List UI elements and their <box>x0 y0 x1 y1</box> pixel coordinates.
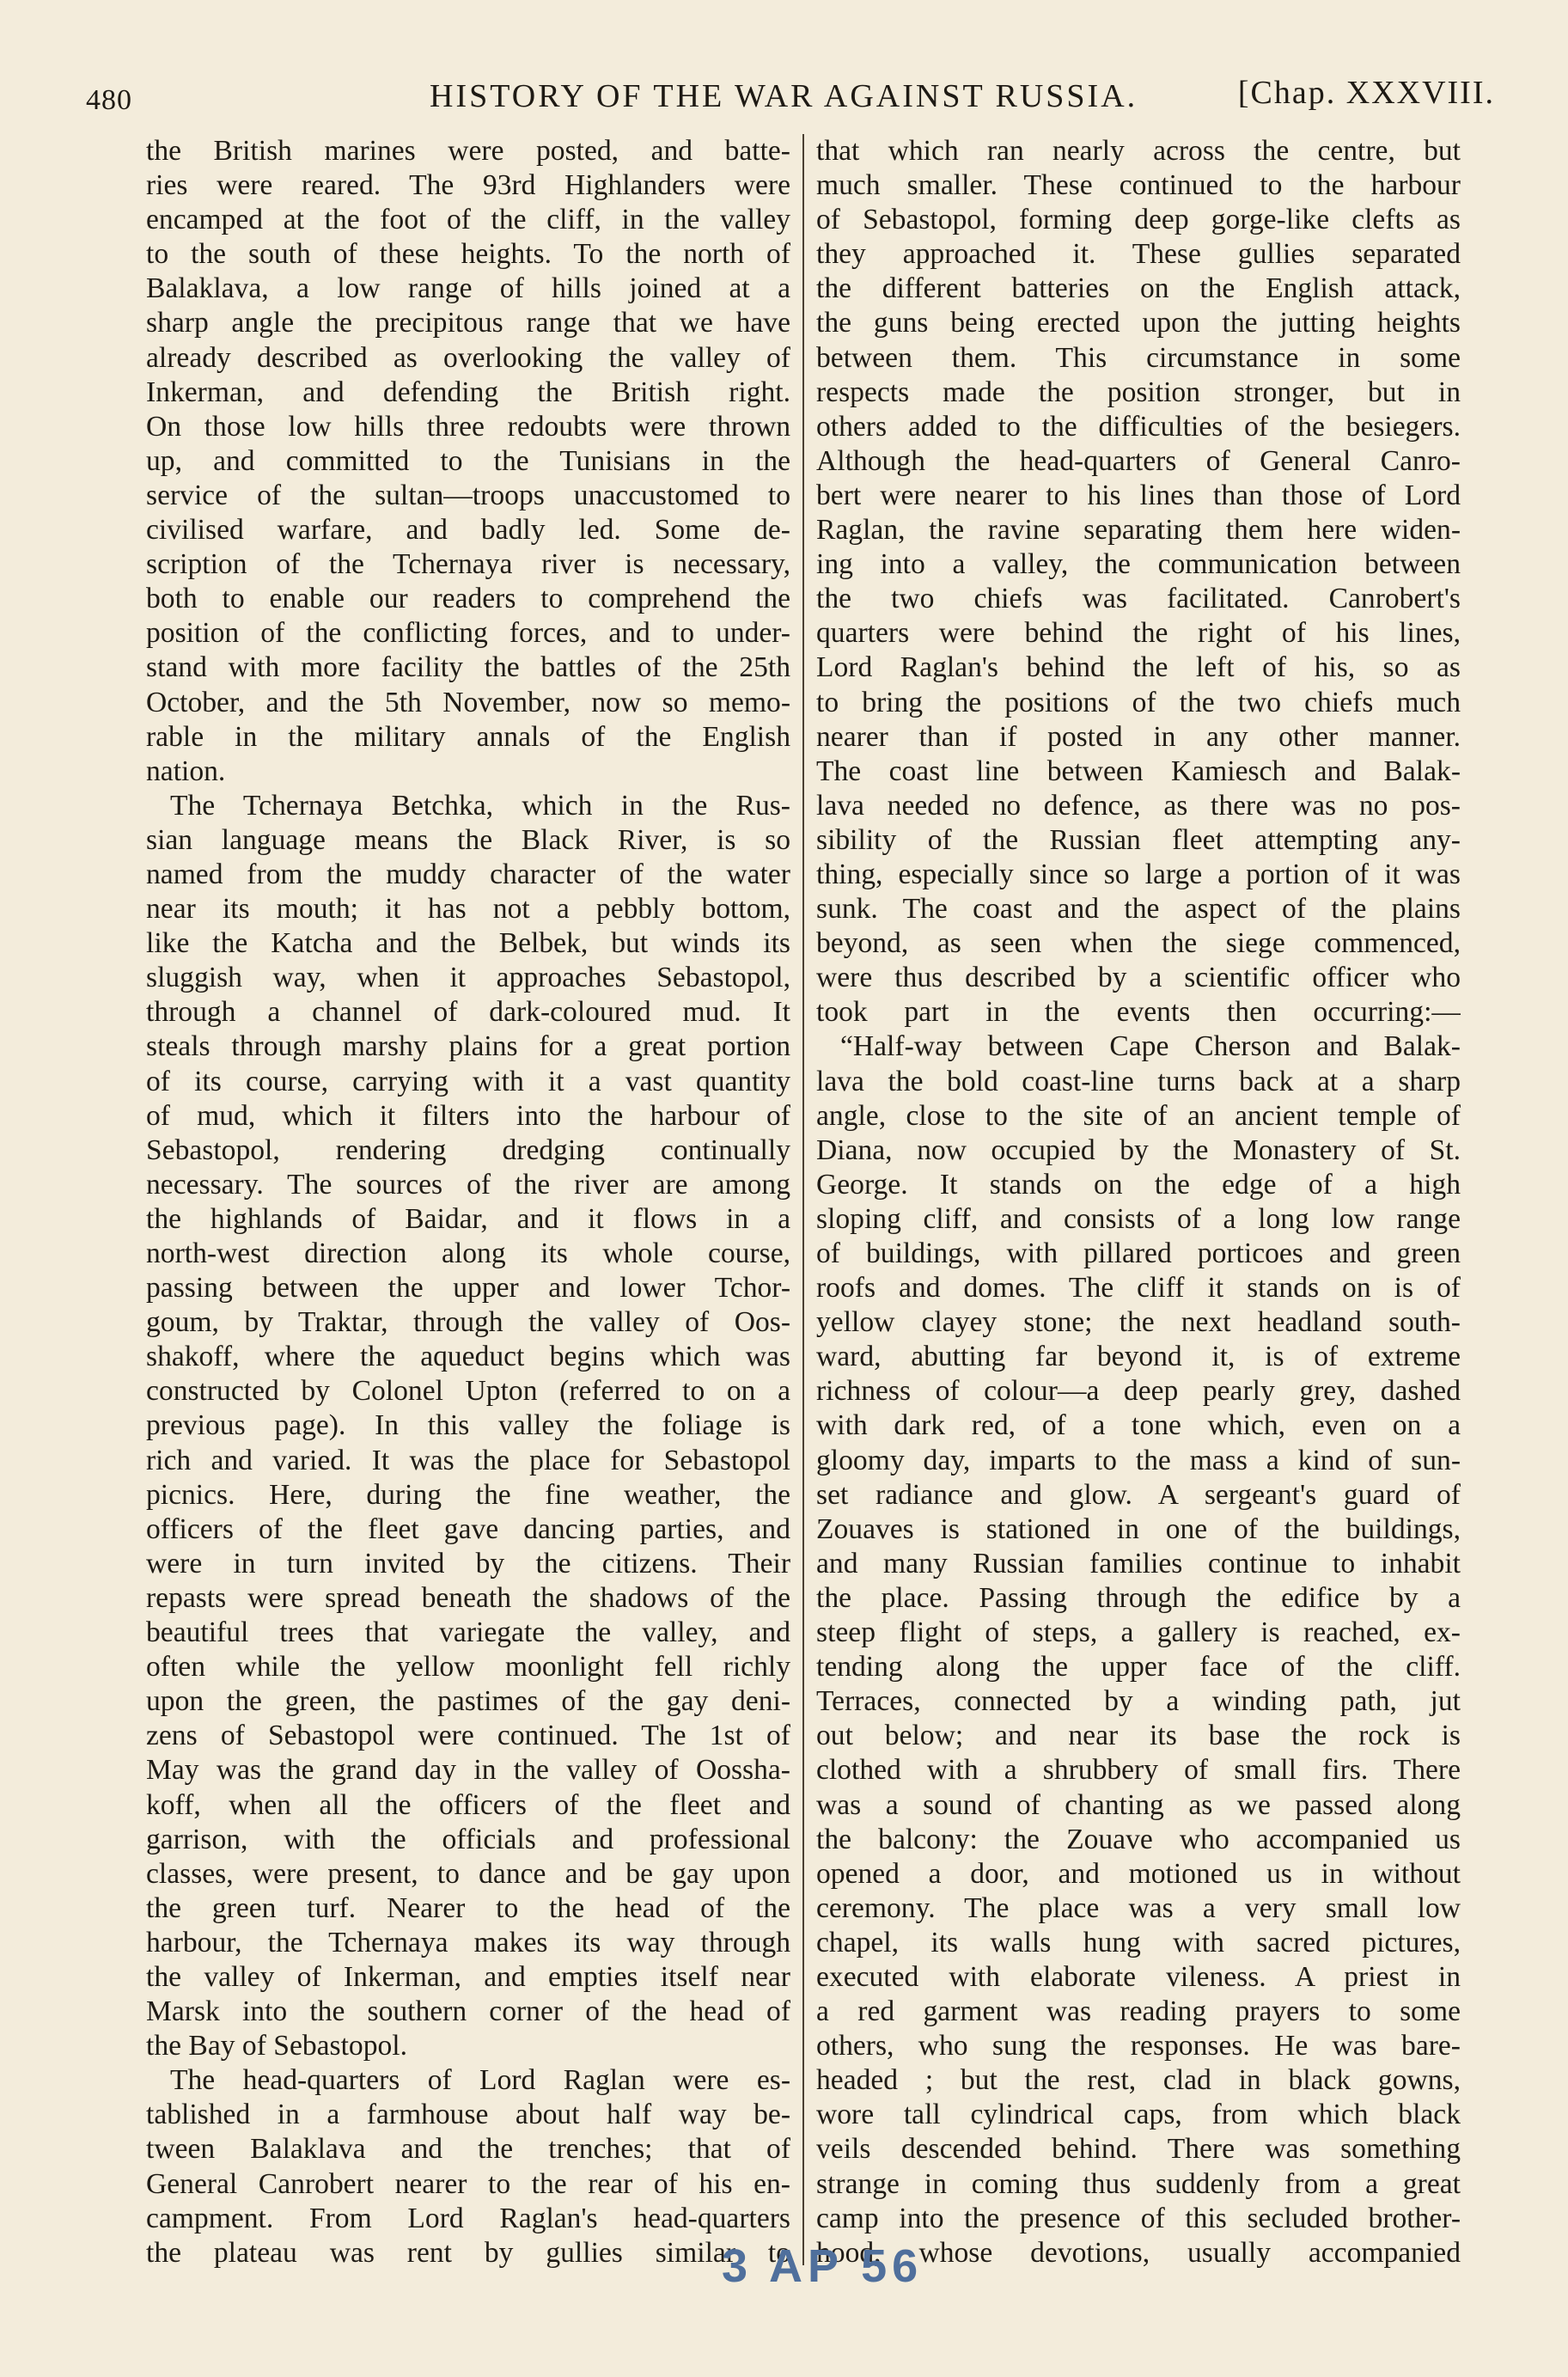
text-line: ing into a valley, the communication between <box>816 548 1461 581</box>
text-line: Zouaves is stationed in one of the buildings, <box>816 1512 1461 1545</box>
running-title: HISTORY OF THE WAR AGAINST RUSSIA. <box>430 78 1138 114</box>
text-line: executed with elaborate vileness. A priest in <box>816 1960 1461 1993</box>
text-line: garrison, with the officials and professional <box>146 1823 790 1855</box>
text-line: were in turn invited by the citizens. Their <box>146 1547 790 1580</box>
text-line: the plateau was rent by gullies similar to <box>146 2236 790 2269</box>
text-line: they approached it. These gullies separated <box>816 238 1461 271</box>
text-line: sluggish way, when it approaches Sebastopol, <box>146 962 790 994</box>
text-line: General Canrobert nearer to the rear of his en- <box>146 2167 790 2200</box>
text-line: May was the grand day in the valley of Oossha- <box>146 1754 790 1787</box>
text-line: the green turf. Nearer to the head of the <box>146 1891 790 1924</box>
text-line: Lord Raglan's behind the left of his, so as <box>816 651 1461 684</box>
text-line: the Bay of Sebastopol. <box>146 2030 408 2062</box>
text-line: others, who sung the responses. He was bare- <box>816 2030 1461 2062</box>
text-line: rich and varied. It was the place for Sebastopol <box>146 1444 790 1476</box>
text-line: respects made the position stronger, but in <box>816 376 1461 408</box>
text-line: hood, whose devotions, usually accompanied <box>816 2236 1461 2269</box>
text-line: sloping cliff, and consists of a long low range <box>816 1202 1461 1235</box>
text-line: tablished in a farmhouse about half way be- <box>146 2099 790 2131</box>
text-line: rable in the military annals of the English <box>146 720 790 753</box>
text-line: tending along the upper face of the cliff. <box>816 1651 1461 1683</box>
text-line: previous page). In this valley the foliage is <box>146 1409 790 1442</box>
text-line: necessary. The sources of the river are among <box>146 1168 790 1201</box>
text-line: roofs and domes. The cliff it stands on is of <box>816 1272 1461 1305</box>
text-line: the valley of Inkerman, and empties itself near <box>146 1960 790 1993</box>
text-line: yellow clayey stone; the next headland south- <box>816 1306 1461 1339</box>
text-line: officers of the fleet gave dancing parties, and <box>146 1512 790 1545</box>
text-line: goum, by Traktar, through the valley of Oos- <box>146 1306 790 1339</box>
column-divider <box>802 134 804 2265</box>
text-line: ries were reared. The 93rd Highlanders were <box>146 169 790 202</box>
text-line: lava needed no defence, as there was no pos- <box>816 789 1461 822</box>
text-line: position of the conflicting forces, and to under- <box>146 617 790 650</box>
text-line: that which ran nearly across the centre, but <box>816 135 1461 167</box>
text-line: constructed by Colonel Upton (referred to on a <box>146 1375 790 1408</box>
text-line: the different batteries on the English attack, <box>816 272 1461 305</box>
text-line: sibility of the Russian fleet attempting any- <box>816 823 1461 856</box>
text-line: named from the muddy character of the water <box>146 858 790 890</box>
text-line: the place. Passing through the edifice by a <box>816 1581 1461 1614</box>
text-line: through a channel of dark-coloured mud. It <box>146 996 790 1029</box>
text-line: camp into the presence of this secluded brother- <box>816 2202 1461 2234</box>
text-line: Inkerman, and defending the British right. <box>146 376 790 408</box>
text-line: The coast line between Kamiesch and Balak- <box>816 755 1461 787</box>
text-line: gloomy day, imparts to the mass a kind of sun- <box>816 1444 1461 1476</box>
text-line: out below; and near its base the rock is <box>816 1720 1461 1752</box>
text-line: both to enable our readers to comprehend the <box>146 583 790 615</box>
text-line: of mud, which it filters into the harbour of <box>146 1099 790 1132</box>
page-header <box>86 60 1495 120</box>
text-line: Balaklava, a low range of hills joined at a <box>146 272 790 305</box>
text-line: civilised warfare, and badly led. Some de- <box>146 514 790 547</box>
text-line: scription of the Tchernaya river is necessary, <box>146 548 790 581</box>
text-line: beautiful trees that variegate the valley, and <box>146 1616 790 1649</box>
text-line: The head-quarters of Lord Raglan were es- <box>170 2064 790 2097</box>
text-line: wore tall cylindrical caps, from which black <box>816 2099 1461 2131</box>
text-line: much smaller. These continued to the harbour <box>816 169 1461 202</box>
text-line: upon the green, the pastimes of the gay deni- <box>146 1685 790 1718</box>
text-line: often while the yellow moonlight fell richly <box>146 1651 790 1683</box>
text-line: the highlands of Baidar, and it flows in a <box>146 1202 790 1235</box>
text-line: October, and the 5th November, now so memo- <box>146 686 790 718</box>
text-line: the balcony: the Zouave who accompanied us <box>816 1823 1461 1855</box>
text-line: Raglan, the ravine separating them here widen- <box>816 514 1461 547</box>
text-line: with dark red, of a tone which, even on a <box>816 1409 1461 1442</box>
text-line: took part in the events then occurring:— <box>816 996 1461 1029</box>
text-line: north-west direction along its whole course, <box>146 1237 790 1269</box>
left-text-column <box>146 134 790 2274</box>
text-line: Diana, now occupied by the Monastery of St. <box>816 1134 1461 1166</box>
text-line: The Tchernaya Betchka, which in the Rus- <box>170 789 790 822</box>
text-line: veils descended behind. There was something <box>816 2133 1461 2166</box>
text-line: passing between the upper and lower Tchor- <box>146 1272 790 1305</box>
text-line: up, and committed to the Tunisians in the <box>146 444 790 477</box>
right-text-column <box>816 134 1461 2274</box>
page-number: 480 <box>86 84 132 116</box>
text-line: already described as overlooking the valley of <box>146 341 790 374</box>
text-line: richness of colour—a deep pearly grey, dashed <box>816 1375 1461 1408</box>
text-line: steep flight of steps, a gallery is reached, ex- <box>816 1616 1461 1649</box>
text-line: were thus described by a scientific officer who <box>816 962 1461 994</box>
text-line: harbour, the Tchernaya makes its way through <box>146 1926 790 1958</box>
text-line: stand with more facility the battles of the 25th <box>146 651 790 684</box>
text-line: sian language means the Black River, is so <box>146 823 790 856</box>
text-line: George. It stands on the edge of a high <box>816 1168 1461 1201</box>
text-line: nation. <box>146 755 226 787</box>
text-line: service of the sultan—troops unaccustomed to <box>146 479 790 511</box>
text-line: beyond, as seen when the siege commenced, <box>816 927 1461 960</box>
text-line: of its course, carrying with it a vast quantity <box>146 1065 790 1097</box>
text-line: campment. From Lord Raglan's head-quarters <box>146 2202 790 2234</box>
text-line: chapel, its walls hung with sacred pictures, <box>816 1926 1461 1958</box>
text-line: was a sound of chanting as we passed along <box>816 1788 1461 1821</box>
text-line: shakoff, where the aqueduct begins which was <box>146 1341 790 1373</box>
text-line: near its mouth; it has not a pebbly bottom, <box>146 893 790 926</box>
text-line: strange in coming thus suddenly from a great <box>816 2167 1461 2200</box>
text-line: repasts were spread beneath the shadows of the <box>146 1581 790 1614</box>
text-line: lava the bold coast-line turns back at a sharp <box>816 1065 1461 1097</box>
text-line: picnics. Here, during the fine weather, the <box>146 1478 790 1511</box>
text-line: bert were nearer to his lines than those of Lord <box>816 479 1461 511</box>
text-line: classes, were present, to dance and be gay upon <box>146 1857 790 1890</box>
text-line: of buildings, with pillared porticoes and green <box>816 1237 1461 1269</box>
text-line: thing, especially since so large a portion of it was <box>816 858 1461 890</box>
text-line: a red garment was reading prayers to some <box>816 1995 1461 2028</box>
text-line: steals through marshy plains for a great portion <box>146 1030 790 1063</box>
text-line: clothed with a shrubbery of small firs. There <box>816 1754 1461 1787</box>
text-line: the British marines were posted, and batte- <box>146 135 790 167</box>
text-line: sunk. The coast and the aspect of the plains <box>816 893 1461 926</box>
text-line: sharp angle the precipitous range that we have <box>146 307 790 339</box>
text-line: “Half-way between Cape Cherson and Balak- <box>840 1030 1461 1063</box>
text-line: opened a door, and motioned us in without <box>816 1857 1461 1890</box>
text-line: ceremony. The place was a very small low <box>816 1891 1461 1924</box>
text-line: encamped at the foot of the cliff, in the valley <box>146 204 790 236</box>
text-line: the two chiefs was facilitated. Canrobert's <box>816 583 1461 615</box>
text-line: koff, when all the officers of the fleet and <box>146 1788 790 1821</box>
library-stamp: 3 AP 56 <box>722 2240 924 2292</box>
text-line: to bring the positions of the two chiefs much <box>816 686 1461 718</box>
text-line: Marsk into the southern corner of the head of <box>146 1995 790 2028</box>
text-line: Sebastopol, rendering dredging continually <box>146 1134 790 1166</box>
text-line: Terraces, connected by a winding path, jut <box>816 1685 1461 1718</box>
text-line: set radiance and glow. A sergeant's guard of <box>816 1478 1461 1511</box>
text-line: quarters were behind the right of his lines, <box>816 617 1461 650</box>
text-line: Although the head-quarters of General Canro- <box>816 444 1461 477</box>
text-line: of Sebastopol, forming deep gorge-like clefts as <box>816 204 1461 236</box>
text-line: between them. This circumstance in some <box>816 341 1461 374</box>
text-line: angle, close to the site of an ancient temple of <box>816 1099 1461 1132</box>
text-line: others added to the difficulties of the besiegers. <box>816 410 1461 443</box>
text-line: headed ; but the rest, clad in black gowns, <box>816 2064 1461 2097</box>
text-line: and many Russian families continue to inhabit <box>816 1547 1461 1580</box>
text-line: nearer than if posted in any other manner. <box>816 720 1461 753</box>
text-line: the guns being erected upon the jutting heights <box>816 307 1461 339</box>
chapter-reference: [Chap. XXXVIII. <box>1237 75 1495 111</box>
text-line: to the south of these heights. To the north of <box>146 238 790 271</box>
text-line: like the Katcha and the Belbek, but winds its <box>146 927 790 960</box>
text-line: zens of Sebastopol were continued. The 1st of <box>146 1720 790 1752</box>
text-line: tween Balaklava and the trenches; that of <box>146 2133 790 2166</box>
text-line: On those low hills three redoubts were thrown <box>146 410 790 443</box>
text-line: ward, abutting far beyond it, is of extreme <box>816 1341 1461 1373</box>
